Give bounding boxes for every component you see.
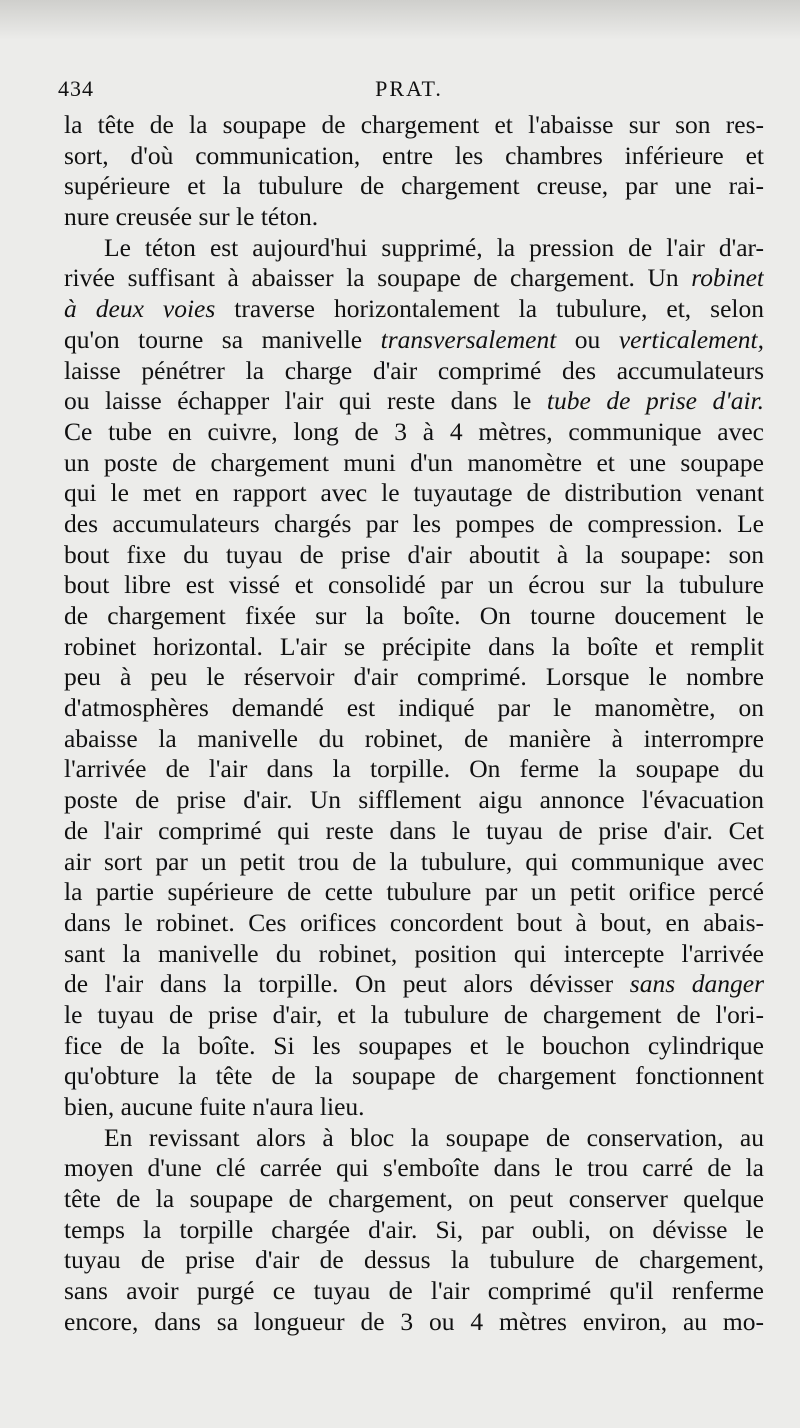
text-line: [64, 478, 764, 509]
text-line: [64, 939, 764, 970]
text-line: [64, 356, 764, 387]
italic-text: robinet: [691, 263, 764, 293]
italic-text: tube de prise d'air.: [546, 386, 764, 416]
text-segment: nure creusée sur le téton.: [64, 202, 319, 232]
text-segment: la tête de la soupape de chargement et l'abaisse sur son res-: [64, 110, 764, 139]
text-line: [64, 1000, 764, 1031]
text-line: [64, 754, 764, 785]
text-segment: bien, aucune fuite n'aura lieu.: [64, 1092, 365, 1121]
text-segment: traverse horizontalement la tubulure, et, selon: [215, 294, 764, 324]
italic-text: sans danger: [629, 969, 764, 999]
text-segment: ou laisse échapper l'air qui reste dans le: [64, 386, 547, 416]
text-line: [64, 1245, 764, 1276]
text-segment: Le téton est aujourd'hui supprimé, la pression de l'air d'ar-: [104, 232, 764, 262]
text-line: [64, 1276, 764, 1307]
text-line: [64, 171, 764, 202]
text-line: [64, 1215, 764, 1246]
text-line: [64, 386, 764, 417]
text-line: [64, 1061, 764, 1092]
text-line: [64, 908, 764, 939]
text-segment: moyen d'une clé carrée qui s'emboîte dans le trou carré de la: [64, 1153, 764, 1183]
text-line: [64, 1307, 764, 1338]
text-segment: rivée suffisant à abaisser la soupape de chargement. Un: [64, 263, 692, 293]
text-line: [64, 325, 764, 356]
text-segment: Ce tube en cuivre, long de 3 à 4 mètres, communique avec: [64, 416, 764, 446]
text-segment: supérieure et la tubulure de chargement creuse, par une rai-: [64, 171, 764, 201]
italic-text: verticalement,: [618, 324, 764, 354]
body-text: [64, 110, 764, 1338]
italic-text: à deux voies: [64, 294, 216, 324]
page-edge: [0, 0, 800, 40]
text-segment: d'atmosphères demandé est indiqué par le manomètre, on: [64, 693, 764, 723]
text-line: [64, 263, 764, 294]
text-segment: robinet horizontal. L'air se précipite dans la boîte et remplit: [64, 631, 764, 661]
running-head: PRAT.: [375, 76, 443, 101]
text-segment: de chargement fixée sur la boîte. On tourne doucement le: [64, 601, 764, 630]
text-segment: poste de prise d'air. Un sifflement aigu annonce l'évacuation: [64, 785, 764, 815]
text-line: [64, 847, 764, 878]
page-header: [56, 76, 762, 106]
text-segment: tuyau de prise d'air de dessus la tubulure de chargement,: [64, 1245, 764, 1275]
text-segment: air sort par un petit trou de la tubulure, qui communique avec: [64, 846, 764, 876]
text-segment: qu'obture la tête de la soupape de chargement fonctionnent: [64, 1061, 764, 1091]
text-line: [64, 233, 764, 264]
text-line: [64, 417, 764, 448]
text-line: [64, 202, 764, 233]
text-line: [64, 785, 764, 816]
text-line: [64, 1031, 764, 1062]
page-number: 434: [58, 76, 94, 101]
text-line: [64, 724, 764, 755]
text-line: [64, 1092, 764, 1123]
text-line: [64, 110, 764, 141]
text-segment: un poste de chargement muni d'un manomètre et une soupape: [64, 447, 764, 477]
text-segment: laisse pénétrer la charge d'air comprimé des accumulateurs: [64, 355, 764, 385]
text-line: [64, 816, 764, 847]
text-line: [64, 294, 764, 325]
text-line: [64, 540, 764, 571]
text-line: [64, 632, 764, 663]
text-segment: l'arrivée de l'air dans la torpille. On ferme la soupape du: [64, 754, 764, 784]
text-line: [64, 601, 764, 632]
text-line: [64, 1123, 764, 1154]
text-segment: dans le robinet. Ces orifices concordent bout à bout, en abais-: [64, 907, 764, 937]
text-line: [64, 448, 764, 479]
text-segment: bout libre est vissé et consolidé par un écrou sur la tubulure: [64, 570, 764, 600]
text-segment: En revissant alors à bloc la soupape de conservation, au: [104, 1122, 764, 1152]
text-segment: de l'air comprimé qui reste dans le tuyau de prise d'air. Cet: [64, 815, 764, 845]
text-segment: encore, dans sa longueur de 3 ou 4 mètres environ, au mo-: [64, 1306, 764, 1336]
text-segment: sort, d'où communication, entre les chambres inférieure et: [64, 140, 764, 170]
text-line: [64, 693, 764, 724]
text-segment: la partie supérieure de cette tubulure par un petit orifice percé: [64, 877, 764, 907]
text-line: [64, 570, 764, 601]
text-segment: le tuyau de prise d'air, et la tubulure de chargement de l'ori-: [64, 999, 764, 1029]
text-line: [64, 1153, 764, 1184]
text-segment: de l'air dans la torpille. On peut alors dévisser: [64, 969, 630, 999]
text-segment: abaisse la manivelle du robinet, de manière à interrompre: [64, 723, 764, 753]
text-segment: peu à peu le réservoir d'air comprimé. Lorsque le nombre: [64, 662, 764, 692]
text-segment: temps la torpille chargée d'air. Si, par oubli, on dévisse le: [64, 1214, 764, 1244]
text-line: [64, 969, 764, 1000]
text-segment: sant la manivelle du robinet, position qui intercepte l'arrivée: [64, 938, 764, 968]
text-line: [64, 1184, 764, 1215]
text-segment: ou: [556, 324, 619, 354]
text-segment: qu'on tourne sa manivelle: [64, 324, 381, 354]
italic-text: transversalement: [380, 324, 557, 354]
text-segment: sans avoir purgé ce tuyau de l'air comprimé qu'il renferme: [64, 1276, 764, 1306]
text-line: [64, 877, 764, 908]
text-line: [64, 509, 764, 540]
text-line: [64, 141, 764, 172]
text-line: [64, 662, 764, 693]
text-segment: qui le met en rapport avec le tuyautage de distribution venant: [64, 478, 764, 508]
text-segment: fice de la boîte. Si les soupapes et le bouchon cylindrique: [64, 1030, 764, 1060]
text-segment: bout fixe du tuyau de prise d'air aboutit à la soupape: son: [64, 539, 764, 569]
text-segment: des accumulateurs chargés par les pompes de compression. Le: [64, 508, 764, 538]
text-segment: tête de la soupape de chargement, on peut conserver quelque: [64, 1184, 764, 1214]
